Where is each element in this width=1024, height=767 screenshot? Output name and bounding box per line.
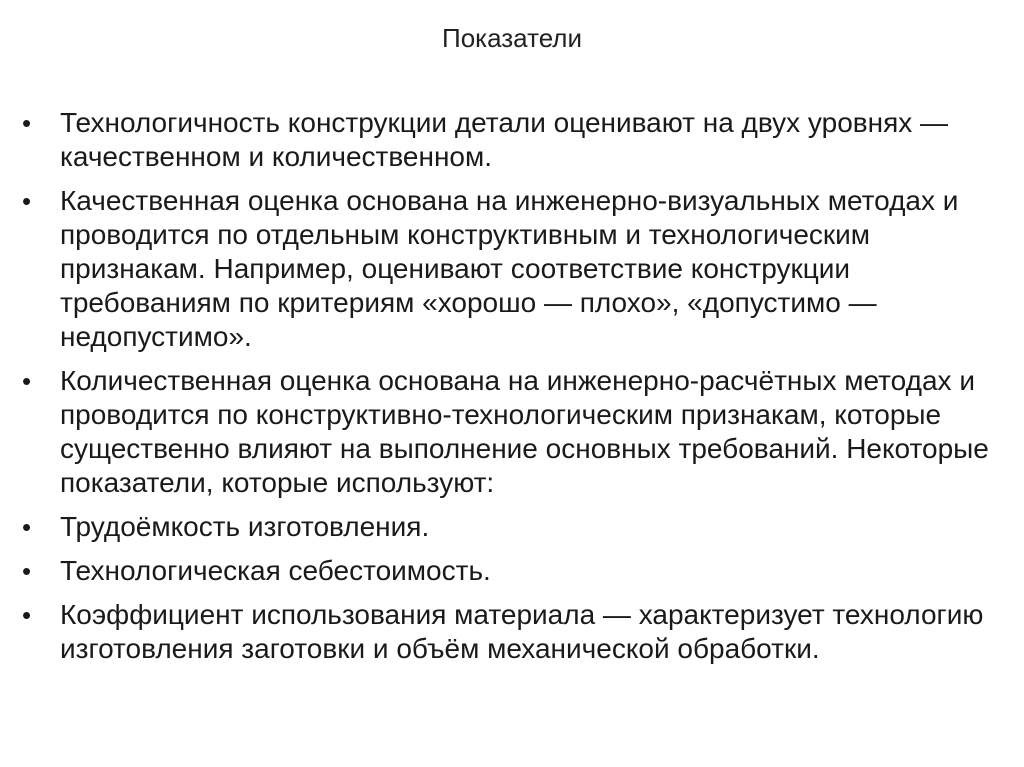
list-item <box>22 364 997 500</box>
bullet-icon: • <box>22 556 32 586</box>
bullet-text: Технологичность конструкции детали оценивают на двух уровнях — качественном и количественном. <box>60 107 949 172</box>
list-item <box>22 510 997 544</box>
bullet-text: Трудоёмкость изготовления. <box>60 511 430 542</box>
bullet-text: Коэффициент использования материала — характеризует технологию изготовления заготовки и объём механической обработки. <box>60 599 984 664</box>
list-item <box>22 598 997 666</box>
bullet-icon: • <box>22 366 32 396</box>
bullet-text: Количественная оценка основана на инженерно-расчётных методах и проводится по конструктивно-технологическим признакам, которые существенно влияют на выполнение основных требований. Некоторые показатели, которые используют: <box>60 365 989 498</box>
list-item <box>22 554 997 588</box>
bullet-text: Технологическая себестоимость. <box>60 555 491 586</box>
bullet-icon: • <box>22 512 32 542</box>
bullet-text: Качественная оценка основана на инженерно-визуальных методах и проводится по отдельным конструктивным и технологическим признакам. Например, оценивают соответствие конструкции требованиям по критериям «хорошо — плохо», «допустимо — недопустимо». <box>60 185 959 352</box>
bullet-icon: • <box>22 600 32 630</box>
list-item <box>22 184 997 354</box>
bullet-icon: • <box>22 108 32 138</box>
bullet-icon: • <box>22 186 32 216</box>
list-item <box>22 106 997 174</box>
slide-title: Показатели <box>442 23 582 53</box>
bullet-list <box>22 106 997 676</box>
